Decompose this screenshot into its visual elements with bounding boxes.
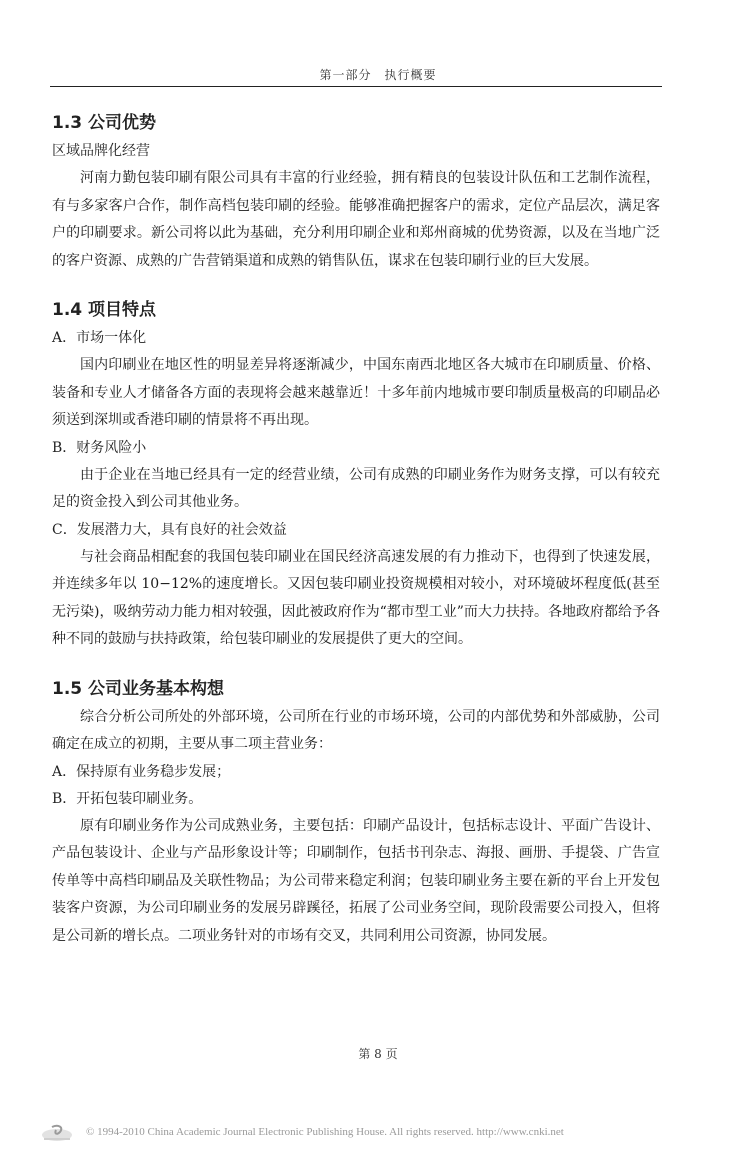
section-title-1-4: 1.4 项目特点 [52, 300, 157, 320]
list-item-expand-packaging: B．开拓包装印刷业务。 [52, 790, 203, 807]
cnki-logo-icon [40, 1123, 74, 1143]
subheading-low-financial-risk: B．财务风险小 [52, 439, 147, 456]
subheading-regional-brand: 区域品牌化经营 [52, 143, 150, 159]
paragraph-company-advantage: 河南力勤包装印刷有限公司具有丰富的行业经验，拥有精良的包装设计队伍和工艺制作流程，有与多家客户合作，制作高档包装印刷的经验。能够准确把握客户的需求，定位产品层次，满足客户的印刷要求。新公司将以此为基础，充分利用印刷企业和郑州商城的优势资源，以及在当地广泛的客户资源、成熟的广告营销渠道和成熟的销售队伍，谋求在包装印刷行业的巨大发展。 [52, 170, 660, 269]
running-header: 第一部分 执行概要 [319, 68, 437, 82]
subheading-market-integration: A．市场一体化 [52, 330, 147, 346]
paragraph-growth-potential: 与社会商品相配套的我国包装印刷业在国民经济高速发展的有力推动下，也得到了快速发展，并连续多年以 10−12%的速度增长。又因包装印刷业投资规模相对较小，对环境破坏程度低(甚至无污染)，吸纳劳动力能力相对较强，因此被政府作为“都市型工业”而大力扶持。各地政府都给予各种不同的鼓励与扶持政策，给包装印刷业的发展提供了更大的空间。 [52, 548, 660, 647]
paragraph-business-detail: 原有印刷业务作为公司成熟业务，主要包括：印刷产品设计，包括标志设计、平面广告设计、产品包装设计、企业与产品形象设计等；印刷制作，包括书刊杂志、海报、画册、手提袋、广告宣传单等中高档印刷品及关联性物品；为公司带来稳定利润；包装印刷业务主要在新的平台上开发包装客户资源，为公司印刷业务的发展另辟蹊径，拓展了公司业务空间，现阶段需要公司投入，但将是公司新的增长点。二项业务针对的市场有交叉，共同利用公司资源，协同发展。 [52, 817, 660, 944]
subheading-growth-potential: C．发展潜力大，具有良好的社会效益 [52, 521, 287, 538]
copyright-footer [0, 1123, 756, 1145]
page-number: 第 8 页 [358, 1047, 398, 1061]
section-title-1-3: 1.3 公司优势 [52, 113, 157, 133]
page-content [52, 108, 660, 950]
copyright-text: © 1994-2010 China Academic Journal Electronic Publishing House. All rights reserved. http://www.cnki.net [86, 1126, 564, 1138]
header-rule [50, 86, 662, 87]
paragraph-market-integration: 国内印刷业在地区性的明显差异将逐渐减少，中国东南西北地区各大城市在印刷质量、价格、装备和专业人才储备各方面的表现将会越来越靠近！十多年前内地城市要印制质量极高的印刷品必须送到深圳或香港印刷的情景将不再出现。 [52, 357, 660, 428]
section-spacer [52, 654, 660, 674]
paragraph-low-financial-risk: 由于企业在当地已经具有一定的经营业绩，公司有成熟的印刷业务作为财务支撑，可以有较充足的资金投入到公司其他业务。 [52, 466, 660, 510]
paragraph-business-intro: 综合分析公司所处的外部环境，公司所在行业的市场环境，公司的内部优势和外部威胁，公司确定在成立的初期，主要从事二项主营业务： [52, 708, 660, 752]
section-title-1-5: 1.5 公司业务基本构想 [52, 678, 225, 699]
section-spacer [52, 275, 660, 295]
list-item-keep-business: A．保持原有业务稳步发展； [52, 763, 231, 780]
